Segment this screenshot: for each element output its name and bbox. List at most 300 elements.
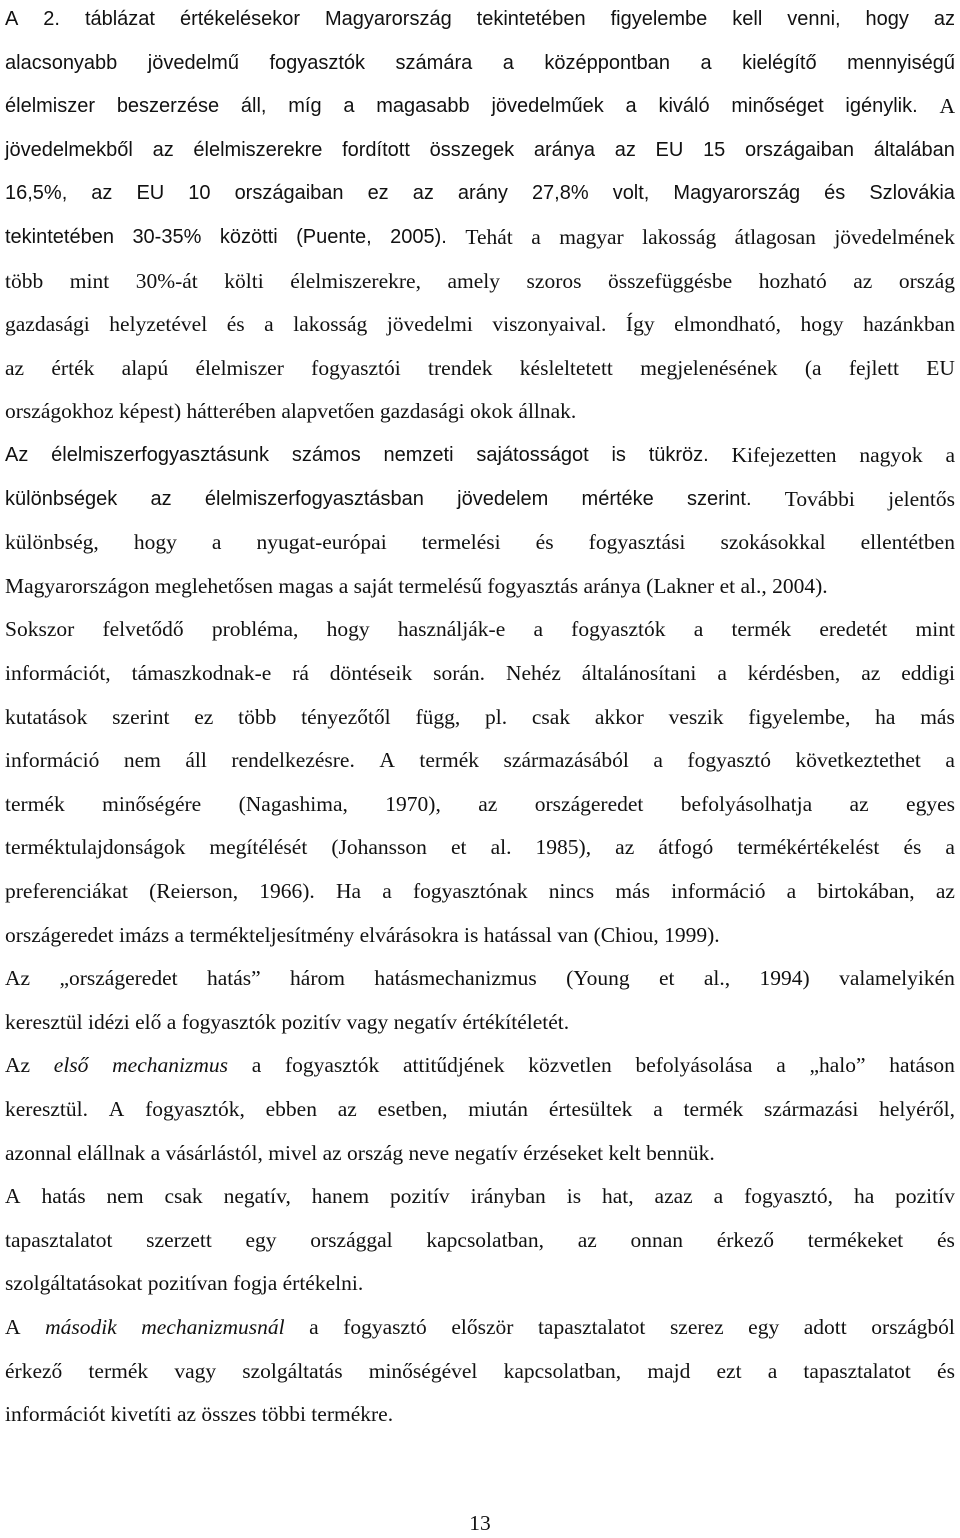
word: általában — [873, 138, 955, 161]
word: a — [531, 225, 541, 249]
word: Magyarország — [673, 182, 801, 205]
word: nem — [123, 748, 161, 773]
word: szerez — [669, 1315, 724, 1339]
text-line — [5, 832, 955, 862]
word: a — [625, 95, 637, 118]
word: felvetődő — [102, 617, 184, 642]
word: pozitív — [895, 1184, 955, 1209]
word: a — [717, 661, 727, 685]
word: három — [290, 966, 345, 991]
word: érkező — [716, 1227, 775, 1252]
word: középpontban — [544, 51, 671, 74]
word: fogyasztónak — [412, 879, 528, 903]
word: esetben, — [377, 1097, 448, 1121]
word: információ — [671, 879, 766, 903]
word: különbségek — [5, 487, 118, 510]
word: több — [238, 704, 277, 729]
text-line — [5, 963, 955, 993]
word: rá — [292, 661, 309, 685]
word: fogyasztók — [284, 1053, 380, 1078]
word: ország — [898, 268, 955, 293]
word: Sokszor — [5, 617, 75, 642]
word: az — [478, 791, 498, 816]
word: hozható — [758, 268, 827, 293]
word: függ, — [415, 704, 461, 729]
word: a — [713, 1184, 724, 1209]
word: szerint — [112, 704, 170, 729]
text-segment: azonnal elállnak a vásárlástól, mivel az ország neve negatív érzéseket kelt bennük. — [5, 1140, 715, 1165]
word: amely — [447, 268, 501, 293]
word: (Reierson, — [149, 879, 239, 903]
word: más — [615, 879, 650, 903]
word: összefüggésbe — [607, 268, 733, 293]
word: közötti — [219, 226, 278, 248]
word: lakosság — [293, 312, 368, 337]
word: fogyasztó — [687, 748, 772, 773]
word: preferenciákat — [5, 879, 128, 903]
word: hanem — [311, 1184, 370, 1209]
word: pl. — [485, 704, 508, 729]
word: egy — [245, 1227, 277, 1252]
word: szolgáltatás — [242, 1358, 343, 1383]
text-line — [5, 396, 955, 426]
word: információt, — [5, 661, 111, 685]
word: Az — [5, 966, 31, 991]
word: míg — [288, 95, 322, 118]
word: mechanizmusnál — [141, 1315, 285, 1339]
word: a — [945, 835, 955, 860]
word: termékértékelést — [737, 835, 880, 860]
word: kérdésben, — [747, 661, 841, 685]
word: ezt — [716, 1358, 742, 1383]
word: mint — [69, 268, 110, 293]
text-segment: információt kivetíti az összes többi termékre. — [5, 1402, 394, 1427]
word: termék — [419, 748, 480, 773]
word: mennyiségű — [847, 51, 955, 74]
word: helyzetével — [109, 312, 208, 337]
word: (Johansson — [331, 835, 427, 860]
word: et — [450, 835, 467, 860]
word: közvetlen — [528, 1053, 612, 1078]
word: alapú — [121, 355, 169, 380]
word: egyes — [906, 791, 955, 816]
word: a — [502, 51, 514, 74]
text-segment: szolgáltatásokat pozitívan fogja értékelni. — [5, 1271, 364, 1296]
word: élelmiszerekre — [193, 138, 323, 161]
word: jövedelem — [457, 487, 549, 510]
word: A — [108, 1097, 125, 1121]
text-line — [5, 353, 955, 383]
word: kielégítő — [742, 51, 817, 74]
text-line — [5, 920, 955, 950]
text-line — [5, 1138, 955, 1168]
word: valamelyikén — [839, 966, 955, 991]
word: Nehéz — [505, 661, 561, 685]
word: és — [936, 1227, 955, 1252]
word: összegek — [429, 138, 515, 161]
word: élelmiszer — [5, 95, 96, 118]
word: országaiban — [234, 182, 344, 205]
word: az — [152, 138, 174, 161]
word: eredetét — [819, 617, 888, 642]
word: termék — [731, 617, 792, 642]
word: „országeredet — [59, 966, 178, 991]
text-line — [5, 614, 955, 644]
word: aránya — [533, 138, 595, 161]
word: más — [920, 704, 955, 729]
word: nagyok — [859, 443, 923, 467]
word: a — [533, 617, 543, 642]
word: 30-35% — [132, 226, 202, 248]
word: élelmiszer — [195, 355, 284, 380]
word: 30%-át — [135, 268, 198, 293]
word: információ — [5, 748, 100, 773]
text-line — [5, 789, 955, 819]
word: Ha — [335, 879, 362, 903]
word: elmondható, — [674, 312, 782, 337]
word: 1985), — [535, 835, 592, 860]
word: hatás — [41, 1184, 86, 1209]
word: tekintetében — [476, 8, 586, 30]
word: hatáson — [889, 1053, 955, 1078]
word: a — [211, 530, 222, 555]
word: Tehát — [465, 225, 513, 249]
word: hogy — [865, 8, 909, 30]
word: költi — [224, 268, 264, 293]
word: adott — [803, 1315, 847, 1339]
word: a — [343, 95, 355, 118]
word: is — [611, 444, 626, 466]
word: irányban — [470, 1184, 546, 1209]
word: országeredet — [534, 791, 644, 816]
word: Az — [5, 1053, 31, 1078]
word: a — [693, 617, 704, 642]
word: fogyasztók — [269, 51, 366, 74]
word: hazánkban — [863, 312, 955, 337]
text-segment: Magyarországon meglehetősen magas a saját termelésű fogyasztás aránya (Lakner et al., 2004). — [5, 573, 828, 598]
word: országgal — [310, 1227, 393, 1252]
word: termék — [683, 1097, 744, 1121]
word: ebben — [265, 1097, 317, 1121]
word: ha — [853, 1184, 875, 1209]
word: élelmiszerfogyasztásunk — [51, 444, 270, 466]
word: al. — [490, 835, 512, 860]
word: jövedelmekből — [5, 138, 133, 161]
word: származási — [764, 1097, 859, 1121]
word: jövedelmének — [834, 225, 955, 249]
text-line — [5, 4, 955, 34]
word: országaiban — [745, 138, 854, 161]
word: több — [5, 268, 44, 293]
word: az — [861, 661, 881, 685]
word: nincs — [548, 879, 595, 903]
word: fogyasztási — [588, 530, 686, 555]
word: a — [251, 1053, 262, 1078]
word: lakosság — [642, 225, 717, 249]
word: a — [382, 879, 392, 903]
word: kapcsolatban, — [426, 1227, 544, 1252]
word: tényezőtől — [301, 704, 391, 729]
word: csak — [164, 1184, 203, 1209]
text-segment: országokhoz képest) hátterében alapvetően gazdasági okok állnak. — [5, 399, 577, 424]
word: onnan — [630, 1227, 684, 1252]
word: fordított — [342, 138, 410, 161]
text-line — [5, 1050, 955, 1080]
word: élelmiszerfogyasztásban — [204, 487, 424, 510]
word: veszik — [668, 704, 724, 729]
text-line — [5, 1181, 955, 1211]
word: sajátosságot — [476, 444, 589, 466]
text-line — [5, 527, 955, 557]
word: termelési — [421, 530, 501, 555]
word: szerzett — [146, 1227, 212, 1252]
word: áll, — [240, 95, 267, 118]
word: 2005). — [390, 226, 447, 248]
word: (a — [804, 355, 822, 380]
word: ha — [875, 704, 896, 729]
word: értékelésekor — [179, 8, 301, 30]
word: átlagosan — [734, 225, 816, 249]
word: érték — [51, 355, 95, 380]
word: figyelembe — [610, 8, 708, 30]
word: különbség, — [5, 530, 99, 555]
word: et — [659, 966, 675, 991]
word: fogyasztói — [311, 355, 401, 380]
word: döntéseik — [329, 661, 413, 685]
word: a — [264, 312, 274, 337]
text-line — [5, 1312, 955, 1342]
word: egy — [748, 1315, 780, 1339]
word: kutatások — [5, 704, 88, 729]
word: és — [824, 182, 846, 205]
word: fogyasztó — [343, 1315, 427, 1339]
word: kapcsolatban, — [503, 1358, 622, 1383]
word: minőséget — [731, 95, 824, 118]
word: mint — [915, 617, 955, 642]
text-line — [5, 222, 955, 252]
word: (Nagashima, — [238, 791, 348, 816]
word: nemzeti — [383, 444, 454, 466]
word: termék — [88, 1358, 149, 1383]
text-line — [5, 48, 955, 78]
word: jövedelműek — [491, 95, 604, 118]
word: kell — [732, 8, 763, 30]
word: EU — [136, 182, 165, 205]
word: ez — [194, 704, 214, 729]
word: magyar — [559, 225, 624, 249]
word: nyugat-európai — [256, 530, 387, 555]
word: tapasztalatot — [5, 1227, 113, 1252]
word: a — [700, 51, 712, 74]
word: terméktulajdonságok — [5, 835, 186, 860]
word: trendek — [428, 355, 493, 380]
text-line — [5, 1094, 955, 1124]
word: következtethet — [795, 748, 921, 773]
text-line — [5, 1007, 955, 1037]
word: tapasztalatot — [537, 1315, 646, 1339]
word: országból — [871, 1315, 955, 1339]
word: probléma, — [211, 617, 299, 642]
word: vagy — [174, 1358, 217, 1383]
word: tekintetében — [5, 226, 114, 248]
word: alacsonyabb — [5, 51, 118, 74]
word: minőségével — [368, 1358, 478, 1383]
word: az — [5, 355, 25, 380]
word: A — [939, 94, 955, 119]
word: befolyásolása — [635, 1053, 753, 1078]
word: fejlett — [848, 355, 899, 380]
word: volt, — [612, 182, 650, 205]
word: érkező — [5, 1358, 63, 1383]
word: Kifejezetten — [731, 443, 837, 467]
word: hogy — [800, 312, 844, 337]
word: jövedelmű — [147, 51, 239, 74]
text-line — [5, 309, 955, 339]
word: pozitív — [389, 1184, 450, 1209]
word: befolyásolhatja — [680, 791, 813, 816]
text-line — [5, 440, 955, 470]
word: A — [5, 8, 19, 30]
word: az — [337, 1097, 357, 1121]
word: tapasztalatot — [803, 1358, 911, 1383]
word: arány — [457, 182, 508, 205]
word: során. — [433, 661, 486, 685]
text-line — [5, 658, 955, 688]
word: 27,8% — [531, 182, 589, 205]
word: termék — [5, 791, 65, 816]
text-line — [5, 484, 955, 514]
word: és — [903, 835, 922, 860]
word: a — [653, 1097, 663, 1121]
word: az — [849, 791, 869, 816]
word: Szlovákia — [869, 182, 955, 205]
word: 2. — [43, 8, 60, 30]
word: fogyasztók — [571, 617, 666, 642]
word: (Young — [566, 966, 630, 991]
word: termékeket — [807, 1227, 904, 1252]
text-line — [5, 1225, 955, 1255]
word: A — [5, 1184, 21, 1209]
word: számos — [291, 444, 361, 466]
word: általánosítani — [581, 661, 697, 685]
word: hatás” — [206, 966, 261, 991]
word: támaszkodnak-e — [131, 661, 272, 685]
word: 1994) — [759, 966, 810, 991]
word: magasabb — [376, 95, 470, 118]
word: viszonyaival. — [492, 312, 607, 337]
word: További — [784, 486, 855, 511]
word: a — [653, 748, 663, 773]
word: a — [767, 1358, 778, 1383]
text-line — [5, 135, 955, 165]
word: értesültek — [548, 1097, 633, 1121]
word: az — [412, 182, 434, 205]
word: miután — [468, 1097, 529, 1121]
word: megítélését — [209, 835, 308, 860]
word: számára — [395, 51, 473, 74]
text-line — [5, 266, 955, 296]
word: az — [933, 8, 955, 30]
word: 1966). — [259, 879, 315, 903]
word: Így — [625, 312, 655, 337]
word: a — [945, 443, 955, 467]
word: jövedelmi — [386, 312, 473, 337]
word: jelentős — [888, 486, 955, 511]
word: attitűdjének — [402, 1053, 505, 1078]
word: hatásmechanizmus — [374, 966, 537, 991]
word: megjelenésének — [640, 355, 778, 380]
word: figyelembe, — [748, 704, 851, 729]
word: táblázat — [84, 8, 155, 30]
text-segment: keresztül idézi elő a fogyasztók pozitív vagy negatív értékítéletét. — [5, 1009, 570, 1034]
word: venni, — [787, 8, 841, 30]
word: EU — [926, 355, 955, 380]
word: mértéke — [581, 487, 654, 510]
word: az — [853, 268, 873, 293]
word: az — [614, 138, 636, 161]
page-number: 13 — [469, 1511, 491, 1535]
word: negatív, — [223, 1184, 291, 1209]
word: átfogó — [658, 835, 714, 860]
word: akkor — [594, 704, 644, 729]
text-line — [5, 1356, 955, 1386]
word: mechanizmus — [112, 1053, 228, 1078]
word: használják-e — [397, 617, 506, 642]
word: késleltetett — [519, 355, 613, 380]
word: nem — [106, 1184, 144, 1209]
word: és — [937, 1358, 955, 1383]
word: első — [53, 1053, 89, 1078]
text-line — [5, 876, 955, 906]
text-line — [5, 178, 955, 208]
word: az — [935, 879, 955, 903]
word: Magyarország — [324, 8, 452, 30]
word: a — [945, 748, 955, 773]
word: élelmiszerekre, — [290, 268, 421, 293]
word: 10 — [188, 182, 211, 205]
word: először — [451, 1315, 514, 1339]
word: az — [91, 182, 113, 205]
word: keresztül. — [5, 1097, 88, 1121]
word: is — [566, 1184, 582, 1209]
text-line — [5, 745, 955, 775]
text-line — [5, 91, 955, 121]
word: a — [786, 879, 797, 903]
word: rendelkezésre. — [231, 748, 355, 773]
word: hat, — [601, 1184, 634, 1209]
word: minőségére — [102, 791, 202, 816]
word: csak — [531, 704, 571, 729]
word: EU — [655, 138, 684, 161]
word: birtokában, — [817, 879, 915, 903]
word: szerint. — [687, 487, 752, 510]
word: fogyasztó, — [744, 1184, 834, 1209]
word: 15 — [703, 138, 726, 161]
text-line — [5, 1399, 955, 1429]
word: gazdasági — [5, 312, 90, 337]
word: a — [776, 1053, 786, 1078]
word: tükröz. — [648, 444, 709, 466]
text-line — [5, 571, 955, 601]
word: majd — [647, 1358, 691, 1383]
word: helyéről, — [879, 1097, 955, 1121]
word: második — [45, 1315, 117, 1339]
word: ellentétben — [860, 530, 955, 555]
word: hogy — [133, 530, 177, 555]
word: szokásokkal — [720, 530, 826, 555]
word: A — [5, 1315, 21, 1339]
word: az — [577, 1227, 597, 1252]
